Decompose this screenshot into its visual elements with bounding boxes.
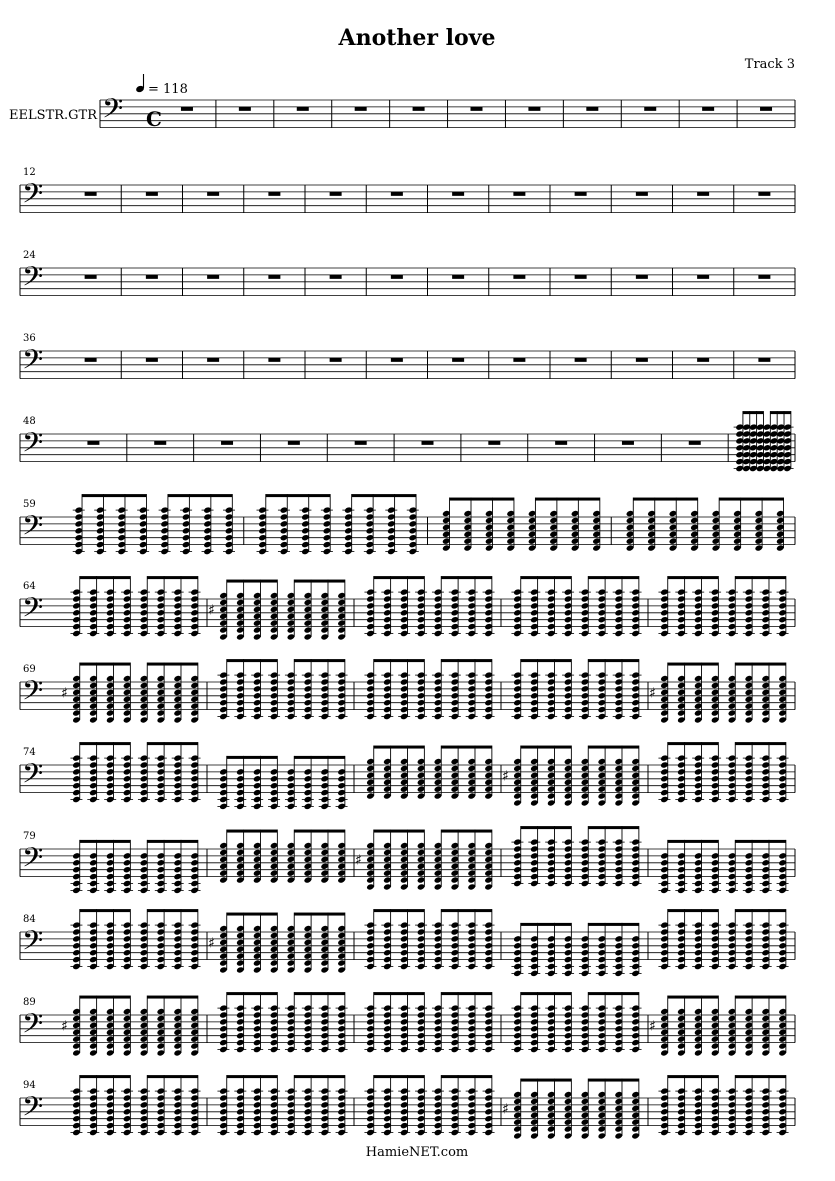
beam — [80, 840, 131, 843]
beam — [227, 659, 278, 662]
whole-rest — [297, 107, 309, 111]
whole-rest — [355, 441, 367, 445]
beam — [521, 746, 572, 749]
beam — [588, 826, 639, 829]
beam — [588, 1079, 639, 1082]
beam — [441, 1075, 492, 1078]
sharp-sign: ♯ — [355, 852, 362, 869]
staff-system — [20, 494, 795, 555]
beam — [352, 494, 416, 497]
whole-rest — [85, 192, 97, 196]
whole-rest — [330, 275, 342, 279]
beam — [668, 909, 719, 912]
whole-rest — [268, 192, 280, 196]
staff-system — [20, 659, 795, 724]
beam — [80, 909, 131, 912]
beam — [521, 1079, 572, 1082]
beam — [441, 992, 492, 995]
beam — [294, 1075, 345, 1078]
staff-system — [20, 167, 795, 216]
beam — [668, 996, 719, 999]
beam — [535, 498, 599, 501]
measure-number: 84 — [23, 914, 36, 925]
beam — [588, 659, 639, 662]
whole-rest — [575, 192, 587, 196]
beam — [294, 659, 345, 662]
beam — [743, 411, 764, 414]
beam — [227, 1075, 278, 1078]
whole-rest — [422, 441, 434, 445]
beam — [374, 576, 425, 579]
whole-rest — [207, 358, 219, 362]
beam — [80, 742, 131, 745]
staff-system — [20, 576, 795, 641]
tempo-value: = 118 — [148, 82, 188, 97]
whole-rest — [758, 192, 770, 196]
whole-rest — [528, 107, 540, 111]
whole-rest — [697, 358, 709, 362]
whole-rest — [452, 275, 464, 279]
measure-number: 64 — [23, 581, 36, 592]
beam — [294, 913, 345, 916]
bass-clef-icon: 𝄢 — [22, 757, 44, 796]
whole-rest — [146, 192, 158, 196]
beam — [668, 1075, 719, 1078]
beam — [521, 992, 572, 995]
beam — [80, 996, 131, 999]
beam — [294, 580, 345, 583]
beam — [147, 840, 198, 843]
track-label: Track 3 — [744, 57, 795, 72]
bass-clef-icon: 𝄢 — [22, 924, 44, 963]
whole-rest — [413, 107, 425, 111]
whole-rest — [758, 358, 770, 362]
whole-rest — [330, 358, 342, 362]
score-title: Another love — [338, 25, 496, 51]
beam — [294, 992, 345, 995]
beam — [735, 576, 786, 579]
beam — [588, 923, 639, 926]
bass-clef-icon: 𝄢 — [22, 426, 44, 465]
whole-rest — [644, 107, 656, 111]
measure-number: 74 — [23, 747, 36, 758]
measure-number: 79 — [23, 831, 36, 842]
sharp-sign: ♯ — [649, 1018, 656, 1035]
whole-rest — [758, 275, 770, 279]
bass-clef-icon: 𝄢 — [22, 1090, 44, 1129]
bass-clef-icon: 𝄢 — [22, 1007, 44, 1046]
beam — [588, 746, 639, 749]
beam — [521, 826, 572, 829]
sharp-sign: ♯ — [502, 768, 509, 785]
beam — [668, 840, 719, 843]
staff-system — [20, 742, 795, 810]
sharp-sign: ♯ — [61, 1018, 68, 1035]
whole-rest — [636, 358, 648, 362]
staff-systems — [20, 92, 795, 1140]
beam — [227, 830, 278, 833]
staff-system — [20, 1075, 795, 1140]
whole-rest — [85, 358, 97, 362]
whole-rest — [586, 107, 598, 111]
measure-number: 36 — [23, 333, 36, 344]
beam — [588, 992, 639, 995]
bass-clef-icon: 𝄢 — [102, 92, 124, 131]
staff-system — [20, 826, 795, 894]
beam — [521, 576, 572, 579]
sharp-sign: ♯ — [208, 602, 215, 619]
whole-rest — [391, 192, 403, 196]
bass-clef-icon: 𝄢 — [22, 841, 44, 880]
beam — [735, 663, 786, 666]
beam — [147, 742, 198, 745]
sharp-sign: ♯ — [61, 685, 68, 702]
beam — [441, 830, 492, 833]
beam — [668, 742, 719, 745]
whole-rest — [154, 441, 166, 445]
whole-rest — [207, 192, 219, 196]
whole-rest — [221, 441, 233, 445]
whole-rest — [452, 358, 464, 362]
beam — [168, 494, 232, 497]
beam — [735, 840, 786, 843]
instrument-name: EELSTR.GTR — [9, 108, 97, 123]
tempo-marking — [135, 74, 188, 97]
whole-rest — [87, 441, 99, 445]
beam — [374, 1075, 425, 1078]
beam — [441, 576, 492, 579]
beam — [374, 992, 425, 995]
bass-clef-icon: 𝄢 — [22, 260, 44, 299]
whole-rest — [391, 358, 403, 362]
beam — [374, 830, 425, 833]
whole-rest — [575, 275, 587, 279]
whole-rest — [488, 441, 500, 445]
whole-rest — [268, 275, 280, 279]
beam — [450, 498, 514, 501]
whole-rest — [288, 441, 300, 445]
sharp-sign: ♯ — [208, 935, 215, 952]
whole-rest — [513, 192, 525, 196]
whole-rest — [622, 441, 634, 445]
staff-system — [20, 909, 795, 977]
beam — [147, 996, 198, 999]
bass-clef-icon: 𝄢 — [22, 674, 44, 713]
beam — [374, 659, 425, 662]
beam — [80, 1075, 131, 1078]
bass-clef-icon: 𝄢 — [22, 177, 44, 216]
beam — [82, 494, 146, 497]
beam — [633, 498, 697, 501]
beam — [147, 663, 198, 666]
whole-rest — [268, 358, 280, 362]
whole-rest — [555, 441, 567, 445]
bass-clef-icon: 𝄢 — [22, 509, 44, 548]
whole-rest — [760, 107, 772, 111]
beam — [266, 494, 330, 497]
beam — [441, 909, 492, 912]
measure-number: 12 — [23, 167, 36, 178]
sharp-sign: ♯ — [502, 1101, 509, 1118]
beam — [147, 909, 198, 912]
whole-rest — [181, 107, 193, 111]
measure-number: 48 — [23, 416, 36, 427]
measure-number: 94 — [23, 1080, 36, 1091]
beam — [770, 411, 791, 414]
beam — [441, 746, 492, 749]
whole-rest — [471, 107, 483, 111]
sharp-sign: ♯ — [649, 685, 656, 702]
whole-rest — [239, 107, 251, 111]
beam — [668, 576, 719, 579]
whole-rest — [697, 192, 709, 196]
staff-system — [20, 992, 795, 1057]
measure-number: 24 — [23, 250, 36, 261]
whole-rest — [513, 275, 525, 279]
staff-system — [20, 250, 795, 299]
beam — [227, 756, 278, 759]
beam — [147, 1075, 198, 1078]
beam — [374, 746, 425, 749]
bass-clef-icon: 𝄢 — [22, 591, 44, 630]
measure-number: 69 — [23, 664, 36, 675]
beam — [735, 1075, 786, 1078]
whole-rest — [636, 192, 648, 196]
beam — [147, 576, 198, 579]
beam — [80, 576, 131, 579]
whole-rest — [207, 275, 219, 279]
bass-clef-icon: 𝄢 — [22, 343, 44, 382]
measure-number: 89 — [23, 997, 36, 1008]
whole-rest — [689, 441, 701, 445]
whole-rest — [330, 192, 342, 196]
footer-credit: HamieNET.com — [365, 1145, 469, 1160]
staff-system — [100, 92, 795, 131]
beam — [294, 756, 345, 759]
whole-rest — [146, 358, 158, 362]
whole-rest — [452, 192, 464, 196]
beam — [227, 992, 278, 995]
whole-rest — [391, 275, 403, 279]
staff-system — [20, 333, 795, 382]
whole-rest — [85, 275, 97, 279]
beam — [227, 580, 278, 583]
whole-rest — [697, 275, 709, 279]
beam — [441, 659, 492, 662]
whole-rest — [702, 107, 714, 111]
whole-rest — [636, 275, 648, 279]
whole-rest — [575, 358, 587, 362]
measure-number: 59 — [23, 499, 36, 510]
whole-rest — [355, 107, 367, 111]
whole-rest — [513, 358, 525, 362]
beam — [521, 659, 572, 662]
beam — [719, 498, 783, 501]
beam — [80, 663, 131, 666]
beam — [735, 742, 786, 745]
beam — [668, 663, 719, 666]
beam — [227, 913, 278, 916]
beam — [521, 923, 572, 926]
beam — [294, 830, 345, 833]
time-signature: C — [146, 107, 162, 131]
beam — [735, 996, 786, 999]
beam — [588, 576, 639, 579]
beam — [374, 909, 425, 912]
staff-system — [20, 411, 795, 472]
beam — [735, 909, 786, 912]
whole-rest — [146, 275, 158, 279]
